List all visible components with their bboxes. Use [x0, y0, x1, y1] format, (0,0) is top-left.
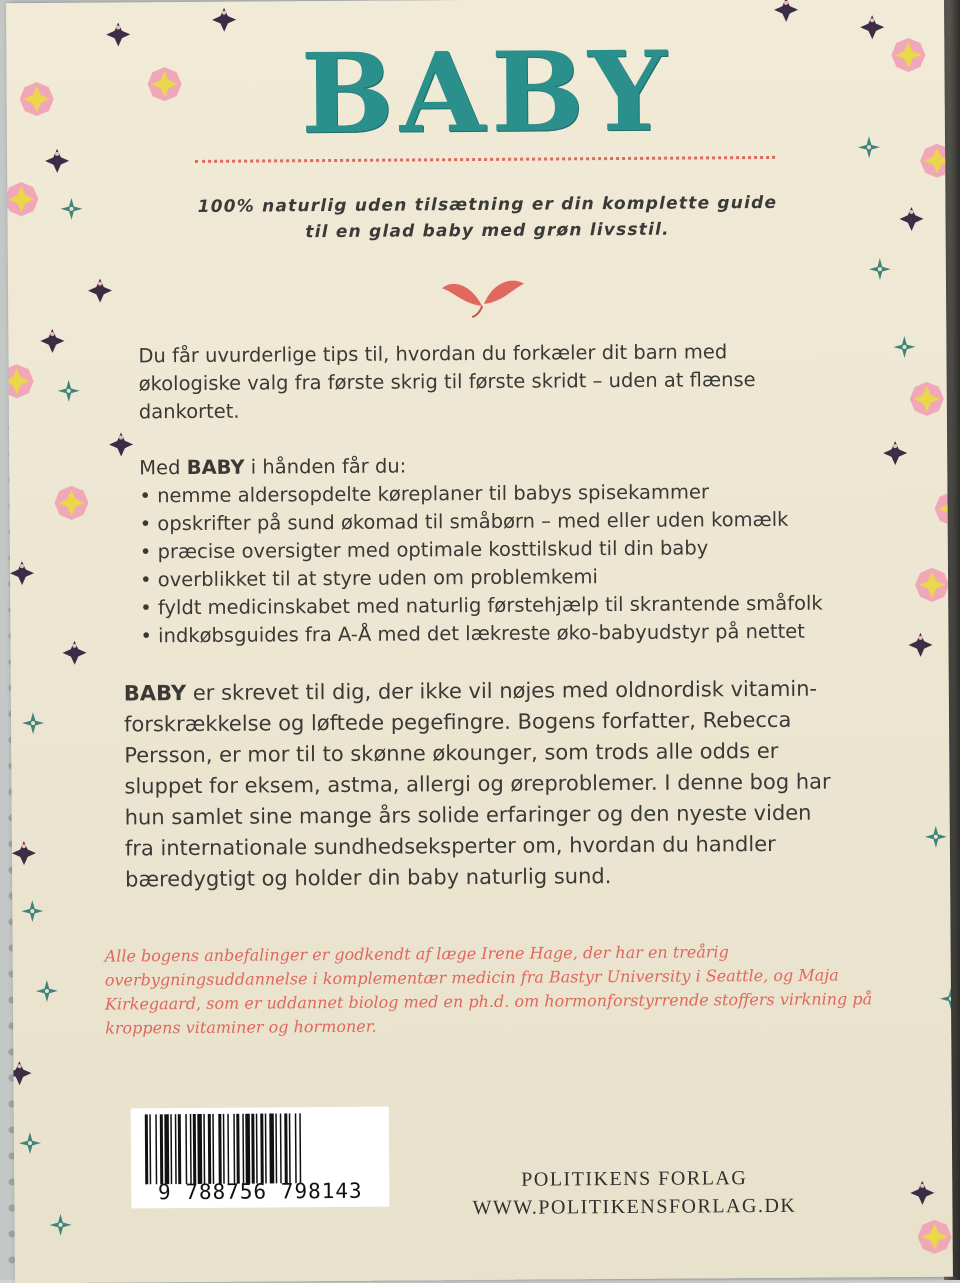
list-item: • opskrifter på sund økomad til småbørn – med eller uden komælk: [139, 507, 789, 536]
publisher-name: POLITIKENS FORLAG: [521, 1167, 748, 1191]
barcode-bar: [193, 1114, 196, 1184]
intro-paragraph: Du får uvurderlige tips til, hvordan du forkæler dit barn med økologiske valg fra første skrig til første skridt – uden at flænse dankortet.: [138, 340, 756, 424]
barcode-bar: [218, 1114, 221, 1184]
barcode-bar: [299, 1113, 301, 1183]
book-back-cover: [6, 0, 953, 1283]
teal-sprig-icon: [58, 380, 80, 402]
isbn-number: 9 788756 798143: [157, 1178, 363, 1205]
dark-diamond-flower-icon: [910, 1181, 934, 1205]
barcode-bar: [275, 1113, 277, 1183]
feature-list-block: [139, 449, 900, 650]
barcode-bar: [284, 1113, 287, 1183]
feature-list: [139, 477, 900, 650]
barcode-bar: [265, 1113, 267, 1183]
dark-diamond-flower-icon: [774, 0, 798, 22]
teal-sprig-icon: [925, 826, 947, 848]
barcode-bar: [203, 1114, 205, 1184]
book-title: BABY: [300, 26, 674, 159]
dark-diamond-flower-icon: [40, 329, 64, 353]
barcode-bar: [289, 1113, 291, 1183]
pink-yellow-flower-icon: [918, 1220, 952, 1254]
pink-yellow-flower-icon: [54, 486, 88, 520]
list-item: • præcise oversigter med optimale kosttilskud til din baby: [139, 536, 709, 564]
main-description: [124, 674, 835, 896]
list-intro-text: Med: [139, 456, 187, 480]
list-item: • fyldt medicinskabet med naturlig førstehjælp til skrantende småfolk: [140, 591, 823, 620]
dark-diamond-flower-icon: [212, 8, 236, 32]
list-item: • overblikket til at styre uden om problemkemi: [139, 565, 598, 592]
dark-diamond-flower-icon: [62, 641, 86, 665]
list-item: • nemme aldersopdelte køreplaner til babys spisekammer: [139, 480, 710, 508]
main-keyword: BABY: [123, 681, 187, 706]
barcode-bar: [145, 1114, 148, 1184]
barcode-bar: [149, 1114, 151, 1184]
subtitle-line: til en glad baby med grøn livsstil.: [305, 219, 670, 243]
barcode-bar: [170, 1114, 172, 1184]
list-item: • indkøbsguides fra A-Å med det lækreste øko-babyudstyr på nettet: [140, 619, 805, 648]
list-intro-keyword: BABY: [186, 455, 245, 480]
teal-sprig-icon: [49, 1214, 71, 1236]
dark-diamond-flower-icon: [899, 207, 923, 231]
barcode-bar: [280, 1113, 282, 1183]
dark-diamond-flower-icon: [12, 841, 36, 865]
teal-sprig-icon: [893, 336, 915, 358]
barcode-bar: [233, 1114, 235, 1184]
barcode-bar: [242, 1114, 244, 1184]
teal-sprig-icon: [21, 900, 43, 922]
barcode-bar: [260, 1114, 263, 1184]
isbn-barcode: [131, 1107, 390, 1209]
publisher-block: [454, 1164, 814, 1223]
barcode-bar: [212, 1114, 214, 1184]
dark-diamond-flower-icon: [109, 432, 133, 456]
barcode-bar: [256, 1114, 258, 1184]
teal-sprig-icon: [60, 198, 82, 220]
main-description-text: er skrevet til dig, der ikke vil nøjes med oldnordisk vitamin-forskrækkelse og løftede pegefingre. Bogens forfatter, Rebecca Persson, er mor til to skønne økounger, som trods alle odds er sluppet for eksem, astma, allergi og øreproblemer. I denne bog har hun samlet sine mange års solide erfaringer og den nyeste viden fra internationale sundhedseksperter om, hvordan du handler bæredygtigt og holder din baby naturlig sund.: [123, 676, 831, 892]
teal-sprig-icon: [36, 980, 58, 1002]
barcode-bar: [185, 1114, 187, 1184]
barcode-bar: [164, 1114, 169, 1184]
barcode-bar: [236, 1114, 239, 1184]
barcode-bar: [245, 1114, 250, 1184]
pink-yellow-flower-icon: [6, 182, 38, 216]
barcode-bar: [227, 1114, 229, 1184]
pink-yellow-flower-icon: [915, 568, 949, 602]
barcode-bar: [223, 1114, 225, 1184]
book-subtitle: [167, 190, 807, 246]
teal-sprig-icon: [22, 712, 44, 734]
barcode-bar: [269, 1113, 274, 1183]
barcode-bars: [131, 1113, 389, 1187]
barcode-bar: [295, 1113, 297, 1183]
pink-yellow-flower-icon: [6, 364, 34, 398]
teal-sprig-icon: [19, 1132, 41, 1154]
barcode-bar: [160, 1114, 163, 1184]
dark-diamond-flower-icon: [10, 561, 34, 585]
barcode-bar: [208, 1114, 211, 1184]
endorsement-note: Alle bogens anbefalinger er godkendt af læge Irene Hage, der har en treårig overbygningsuddannelse i komplementær medicin fra Bastyr University i Seattle, og Maja Kirkegaard, som er uddannet biolog med en ph.d. om hormonforstyrrende stoffers virkning på kroppens vitaminer og hormoner.: [104, 942, 873, 1038]
dark-diamond-flower-icon: [88, 279, 112, 303]
publisher-url: WWW.POLITIKENSFORLAG.DK: [472, 1194, 797, 1220]
barcode-bar: [175, 1114, 177, 1184]
subtitle-line: 100% naturlig uden tilsætning er din komplette guide: [197, 192, 778, 217]
red-leaf-ornament-icon: [438, 270, 528, 319]
list-intro-text: i hånden får du:: [244, 454, 407, 479]
barcode-bar: [190, 1114, 192, 1184]
barcode-bar: [251, 1114, 254, 1184]
barcode-bar: [197, 1114, 202, 1184]
teal-sprig-icon: [869, 258, 891, 280]
barcode-bar: [155, 1114, 157, 1184]
dark-diamond-flower-icon: [908, 633, 932, 657]
pink-yellow-flower-icon: [910, 382, 944, 416]
barcode-bar: [178, 1114, 181, 1184]
